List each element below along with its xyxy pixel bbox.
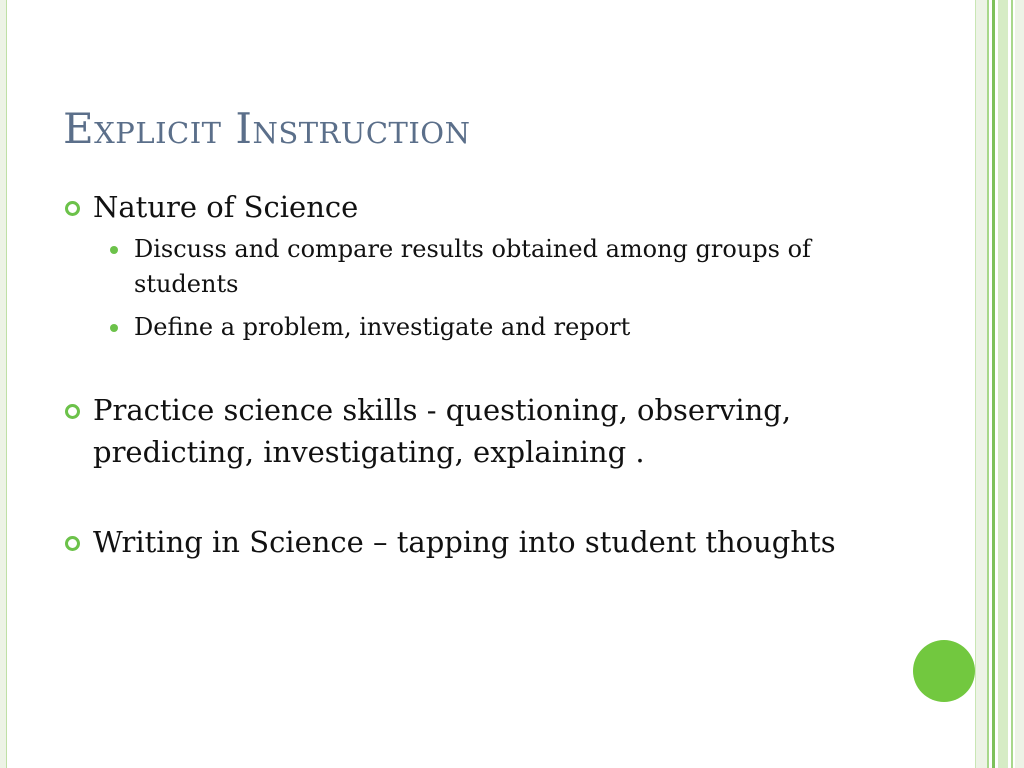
green-circle-decoration <box>913 640 975 702</box>
border-stripe <box>1011 0 1013 768</box>
bullet-text: Nature of Science <box>93 190 359 224</box>
sub-bullet-item <box>110 232 884 302</box>
bullet-item <box>64 389 884 473</box>
sub-bullet-item <box>110 310 884 345</box>
border-stripe <box>992 0 995 768</box>
dot-bullet-icon <box>110 246 118 254</box>
ring-bullet-icon <box>65 536 80 551</box>
ring-bullet-icon <box>65 201 80 216</box>
sub-bullet-text: Discuss and compare results obtained among groups of students <box>134 235 811 298</box>
bullet-text: Writing in Science – tapping into student thoughts <box>93 525 836 559</box>
dot-bullet-icon <box>110 324 118 332</box>
bullet-text: Practice science skills - questioning, observing, predicting, investigating, explaining . <box>93 393 792 469</box>
bullet-list <box>64 186 884 563</box>
bullet-item <box>64 521 884 563</box>
border-stripe <box>987 0 989 768</box>
sub-bullet-list <box>93 232 884 345</box>
right-border-decoration <box>975 0 1024 768</box>
sub-bullet-text: Define a problem, investigate and report <box>134 313 631 341</box>
left-border-decoration <box>0 0 7 768</box>
slide-title: Explicit Instruction <box>63 104 471 153</box>
border-stripe <box>998 0 1008 768</box>
border-stripe <box>1015 0 1024 768</box>
bullet-item <box>64 186 884 345</box>
ring-bullet-icon <box>65 404 80 419</box>
